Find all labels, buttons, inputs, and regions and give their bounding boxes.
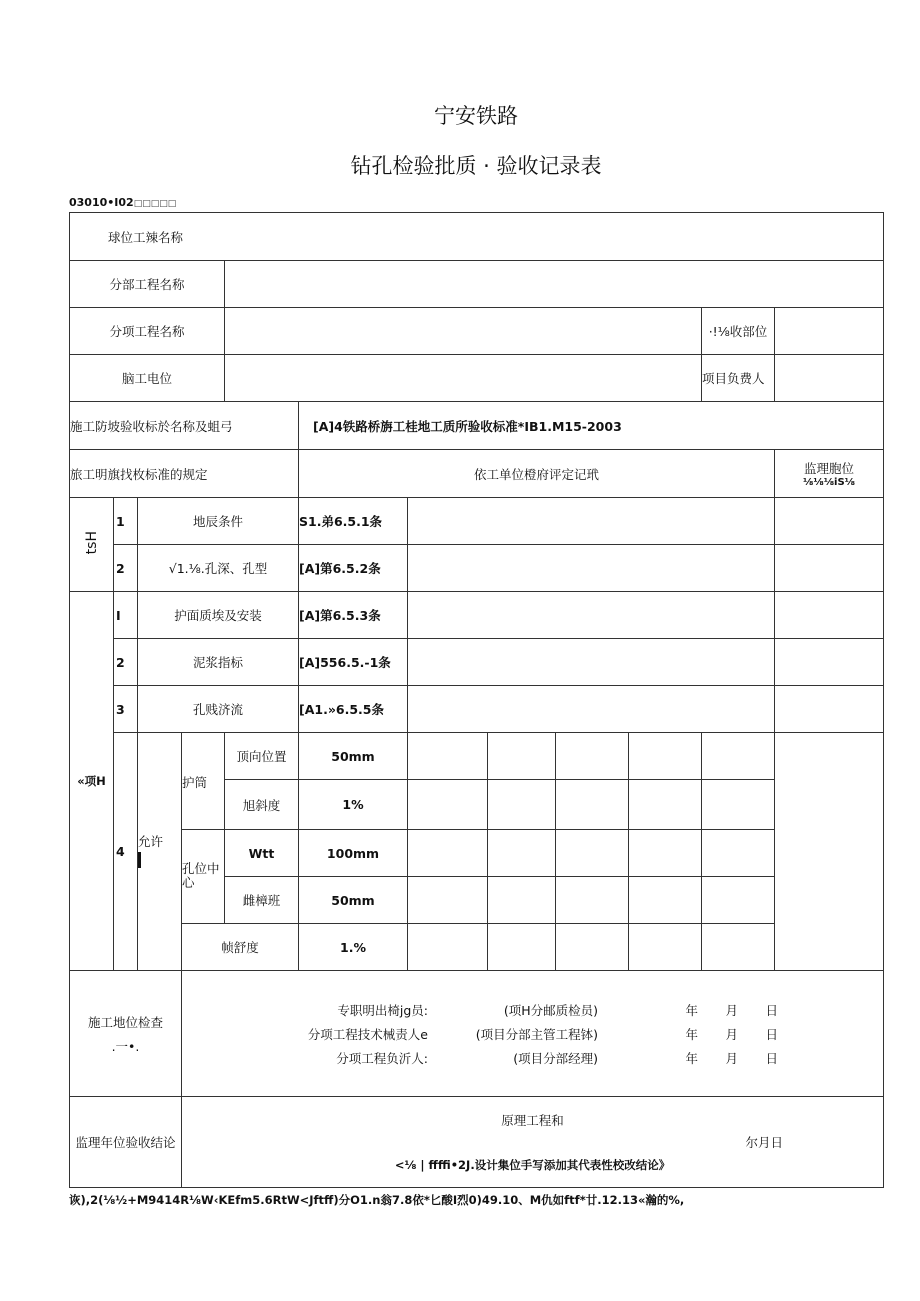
signer-title: (项H分邮质检员) — [503, 1002, 598, 1018]
item-supervision-cell[interactable] — [775, 545, 884, 592]
sub-project-label: 分部工程名称 — [70, 261, 225, 308]
measure-cell[interactable] — [702, 733, 775, 780]
main-item-row — [70, 498, 884, 545]
measure-cell[interactable] — [556, 924, 629, 971]
standard-label: 施工防坡验收标於名称及蛆弓 — [70, 402, 299, 450]
construction-eval-header: 依工单位橙府评定记玳 — [299, 450, 775, 498]
item-clause: S1.弟6.5.1条 — [299, 498, 408, 545]
measure-cell[interactable] — [629, 830, 702, 877]
date-day: 日 — [765, 1026, 778, 1042]
measure-cell[interactable] — [702, 877, 775, 924]
measure-cell[interactable] — [408, 830, 488, 877]
general-item-row — [70, 686, 884, 733]
item-number: 1 — [114, 498, 138, 545]
construction-check-signatures — [182, 971, 884, 1097]
item-name: 泥浆指标 — [138, 639, 299, 686]
row-construction-unit — [70, 355, 884, 402]
row-unit-project — [70, 213, 884, 261]
unit-project-label — [70, 213, 884, 261]
supervision-header-line1: 监理胞位 — [804, 461, 855, 476]
item-name: 护面质埃及安装 — [138, 592, 299, 639]
date-day: 日 — [765, 1002, 778, 1018]
item-number: I — [114, 592, 138, 639]
item-number: 3 — [114, 686, 138, 733]
measure-cell[interactable] — [702, 780, 775, 830]
item-supervision-cell[interactable] — [775, 592, 884, 639]
footnote: 诙),2(⅛½+M9414R⅛W‹KEfm5.6RtW<Jftff)分O1.n翁7.8依*匕酸I烈0)49.10、M仇如ftf*廿.12.13«瀚的%, — [69, 1193, 685, 1207]
item-eval-cell[interactable] — [408, 545, 775, 592]
project-manager-label: 项目负费人 — [702, 355, 775, 402]
form-code-boxes: □□□□□ — [133, 199, 177, 209]
signature-block — [182, 1001, 883, 1067]
document-title: 钻孔检验批质 · 验收记录表 — [350, 154, 602, 178]
main-item-row — [70, 545, 884, 592]
item-name: 孔贱济流 — [138, 686, 299, 733]
measure-cell[interactable] — [702, 830, 775, 877]
tolerance-supervision-cell[interactable] — [775, 733, 884, 971]
tolerance-subitem: 顶向位置 — [225, 733, 299, 780]
verticality-value: 1.% — [299, 924, 408, 971]
general-item-row — [70, 639, 884, 686]
row-column-headers — [70, 450, 884, 498]
signer-title: (项目分部主管工程钵) — [475, 1026, 598, 1042]
signer-role: 专职明出椅jg员: — [337, 1002, 428, 1018]
hole-center-label: 孔位中心 — [182, 830, 225, 924]
verticality-label: 帧舒度 — [182, 924, 299, 971]
item-name: √1.⅛.孔深、孔型 — [138, 545, 299, 592]
measure-cell[interactable] — [488, 780, 556, 830]
tolerance-value: 50mm — [299, 877, 408, 924]
tolerance-row — [70, 830, 884, 877]
row-sub-project — [70, 261, 884, 308]
form-code — [69, 196, 176, 209]
item-project-value[interactable] — [225, 308, 702, 355]
date-month: 月 — [725, 1002, 738, 1018]
date-month: 月 — [725, 1026, 738, 1042]
measure-cell[interactable] — [556, 780, 629, 830]
signer-role: 分项工程技术械责人e — [307, 1026, 428, 1042]
row-item-project — [70, 308, 884, 355]
casing-label: 护筒 — [182, 733, 225, 830]
supervision-note: <⅛ | ffffi•2J.设计集位手写添加其代表性校改结论》 — [394, 1158, 671, 1172]
measure-cell[interactable] — [488, 830, 556, 877]
construction-check-label-line1: 施工地位检查 — [87, 1014, 163, 1030]
measure-cell[interactable] — [629, 780, 702, 830]
tolerance-subitem: 旭斜度 — [225, 780, 299, 830]
date-year: 年 — [685, 1002, 698, 1018]
spec-header: 旅工明旗找枚标准的规定 — [70, 450, 299, 498]
item-project-label: 分项工程名称 — [70, 308, 225, 355]
item-clause: [A]第6.5.2条 — [299, 545, 408, 592]
inspection-record-table — [69, 212, 884, 1188]
row-standard — [70, 402, 884, 450]
measure-cell[interactable] — [629, 877, 702, 924]
date-day: 日 — [765, 1050, 778, 1066]
tolerance-subitem: 雌樟班 — [225, 877, 299, 924]
standard-value: [A]4铁路桥旃工桂地工质所验收标准*IB1.M15-2003 — [299, 402, 884, 450]
date-year: 年 — [685, 1026, 698, 1042]
unit-project-label-text: 球位工辣名称 — [108, 229, 184, 245]
item-number: 4 — [114, 733, 138, 971]
signer-role: 分项工程负沂人: — [336, 1050, 428, 1066]
construction-check-label — [70, 971, 182, 1097]
project-manager-value[interactable] — [775, 355, 884, 402]
tolerance-label — [138, 733, 182, 971]
construction-check-row — [70, 971, 884, 1097]
construction-unit-value[interactable] — [225, 355, 702, 402]
construction-check-label-line2: .一•. — [111, 1038, 140, 1054]
sub-project-value[interactable] — [225, 261, 884, 308]
measure-cell[interactable] — [629, 924, 702, 971]
measure-cell[interactable] — [408, 924, 488, 971]
supervision-conclusion-label: 监理年位验收结论 — [70, 1097, 182, 1188]
tolerance-row — [70, 924, 884, 971]
measure-cell[interactable] — [556, 830, 629, 877]
measure-cell[interactable] — [488, 924, 556, 971]
measure-cell[interactable] — [408, 780, 488, 830]
form-code-number: 03010•I02 — [69, 196, 134, 209]
main-items-group-label — [70, 498, 114, 592]
acceptance-part-label: ·!⅛收部位 — [702, 308, 775, 355]
supervision-header-line2: ⅛⅛⅛iS⅛ — [802, 477, 856, 488]
tolerance-value: 50mm — [299, 733, 408, 780]
measure-cell[interactable] — [488, 877, 556, 924]
measure-cell[interactable] — [629, 733, 702, 780]
measure-cell[interactable] — [556, 877, 629, 924]
supervision-conclusion-body — [182, 1097, 884, 1188]
measure-cell[interactable] — [556, 733, 629, 780]
item-supervision-cell[interactable] — [775, 498, 884, 545]
item-clause: [A]556.5.-1条 — [299, 639, 408, 686]
date-year: 年 — [685, 1050, 698, 1066]
supervision-engineer-label: 原理工程和 — [501, 1113, 564, 1128]
tolerance-subitem: Wtt — [225, 830, 299, 877]
supervision-conclusion-row — [70, 1097, 884, 1188]
supervision-date: 尔月日 — [745, 1135, 784, 1150]
item-eval-cell[interactable] — [408, 686, 775, 733]
measure-cell[interactable] — [408, 733, 488, 780]
measure-cell[interactable] — [408, 877, 488, 924]
main-items-group-text: tsH — [83, 531, 100, 555]
item-supervision-cell[interactable] — [775, 686, 884, 733]
tolerance-row — [70, 733, 884, 780]
item-eval-cell[interactable] — [408, 592, 775, 639]
item-name: 地辰条件 — [138, 498, 299, 545]
measure-cell[interactable] — [488, 733, 556, 780]
tolerance-label-text: 允许 — [138, 834, 164, 849]
item-supervision-cell[interactable] — [775, 639, 884, 686]
construction-unit-label: 脑工电位 — [70, 355, 225, 402]
item-eval-cell[interactable] — [408, 498, 775, 545]
general-items-group-label — [70, 592, 114, 971]
general-items-group-text: «项H — [77, 774, 106, 788]
measure-cell[interactable] — [702, 924, 775, 971]
general-item-row — [70, 592, 884, 639]
item-clause: [A1.»6.5.5条 — [299, 686, 408, 733]
supervision-header — [775, 450, 884, 498]
signer-title: (项目分部经理) — [513, 1050, 598, 1066]
acceptance-part-value[interactable] — [775, 308, 884, 355]
document-org-title: 宁安铁路 — [434, 104, 518, 128]
tolerance-bar-icon — [138, 852, 141, 868]
item-number: 2 — [114, 545, 138, 592]
item-eval-cell[interactable] — [408, 639, 775, 686]
tolerance-value: 100mm — [299, 830, 408, 877]
date-month: 月 — [725, 1050, 738, 1066]
tolerance-value: 1% — [299, 780, 408, 830]
item-clause: [A]第6.5.3条 — [299, 592, 408, 639]
item-number: 2 — [114, 639, 138, 686]
